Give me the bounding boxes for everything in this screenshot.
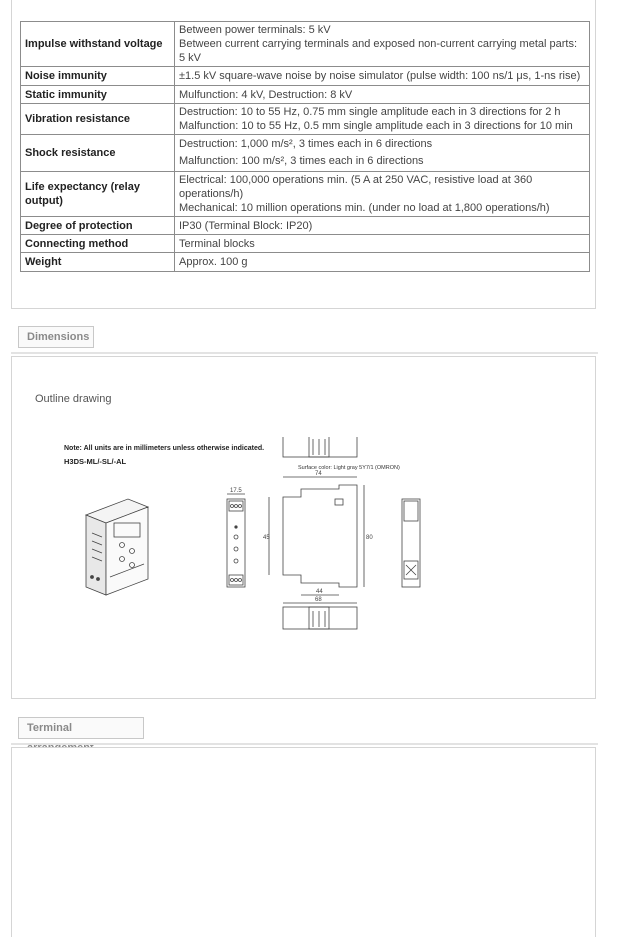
spec-value-line: Mulfunction: 4 kV, Destruction: 8 kV [179,88,353,101]
dim-width-top: 74 [315,471,322,477]
surface-color-note: Surface color: Light gray 5Y7/1 (OMRON) [298,465,400,471]
dim-height-front: 45 [263,535,270,541]
spec-value-line: Mechanical: 10 million operations min. (under no load at 1,800 operations/h) [179,202,550,214]
rear-view [402,499,420,587]
table-row [21,67,590,86]
spec-value [175,217,590,235]
spec-value-line: Electrical: 100,000 operations min. (5 A at 250 VAC, resistive load at 360 operations/h) [179,174,533,200]
spec-value-line: Destruction: 1,000 m/s², 3 times each in 6 directions [179,138,433,150]
specifications-panel [11,0,596,309]
spec-value [175,86,590,104]
side-view [263,471,373,603]
spec-value [175,22,590,67]
perspective-view [86,499,148,595]
spec-label: Shock resistance [21,135,175,172]
spec-value [175,172,590,217]
spec-value [175,67,590,86]
table-row [21,235,590,253]
dim-bottom-outer: 68 [315,597,322,603]
table-row [21,172,590,217]
spec-value-line: IP30 (Terminal Block: IP20) [179,219,313,232]
dim-height-side: 80 [366,535,373,541]
spec-value [175,104,590,135]
specifications-table [20,21,590,272]
spec-value-line: Destruction: 10 to 55 Hz, 0.75 mm single amplitude each in 3 directions for 2 h [179,106,561,118]
table-row [21,135,590,172]
dimensions-panel [11,356,596,699]
bottom-view [283,607,357,629]
table-row [21,22,590,67]
table-row [21,86,590,104]
tab-terminal-arrangement[interactable]: Terminal [18,717,144,739]
spec-label: Life expectancy (relay output) [21,172,175,217]
spec-value-line: Approx. 100 g [179,256,248,268]
spec-value-line: Between power terminals: 5 kV [179,24,331,36]
spec-label: Degree of protection [21,217,175,235]
front-view [227,488,245,587]
top-view [283,437,357,457]
outline-drawing-title: Outline drawing [35,393,112,405]
spec-value [175,135,590,172]
table-row [21,104,590,135]
tab-dimensions[interactable]: Dimensions [18,326,94,348]
spec-label: Static immunity [21,86,175,104]
spec-value-line: Malfunction: 100 m/s², 3 times each in 6 directions [179,155,424,167]
spec-value [175,235,590,253]
outline-drawing [52,437,422,637]
terminal-arrangement-panel [11,747,596,937]
spec-label: Weight [21,253,175,272]
spec-label: Noise immunity [21,67,175,86]
spec-value-line: Between current carrying terminals and exposed non-current carrying metal parts: 5 kV [179,38,578,64]
drawing-model: H3DS-ML/-SL/-AL [64,457,127,466]
divider [11,352,598,354]
table-row [21,253,590,272]
spec-value-line: Terminal blocks [179,237,255,250]
spec-label: Connecting method [21,235,175,253]
spec-label: Impulse withstand voltage [21,22,175,67]
divider [11,743,598,745]
dim-bottom-inner: 44 [316,589,323,595]
spec-label: Vibration resistance [21,104,175,135]
drawing-note: Note: All units are in millimeters unless otherwise indicated. [64,445,265,452]
spec-value [175,253,590,272]
spec-value-line: ±1.5 kV square-wave noise by noise simulator (pulse width: 100 ns/1 μs, 1-ns rise) [179,70,581,82]
dim-side-width: 17.5 [230,488,242,494]
table-row [21,217,590,235]
spec-value-line: Malfunction: 10 to 55 Hz, 0.5 mm single amplitude each in 3 directions for 10 min [179,120,573,132]
